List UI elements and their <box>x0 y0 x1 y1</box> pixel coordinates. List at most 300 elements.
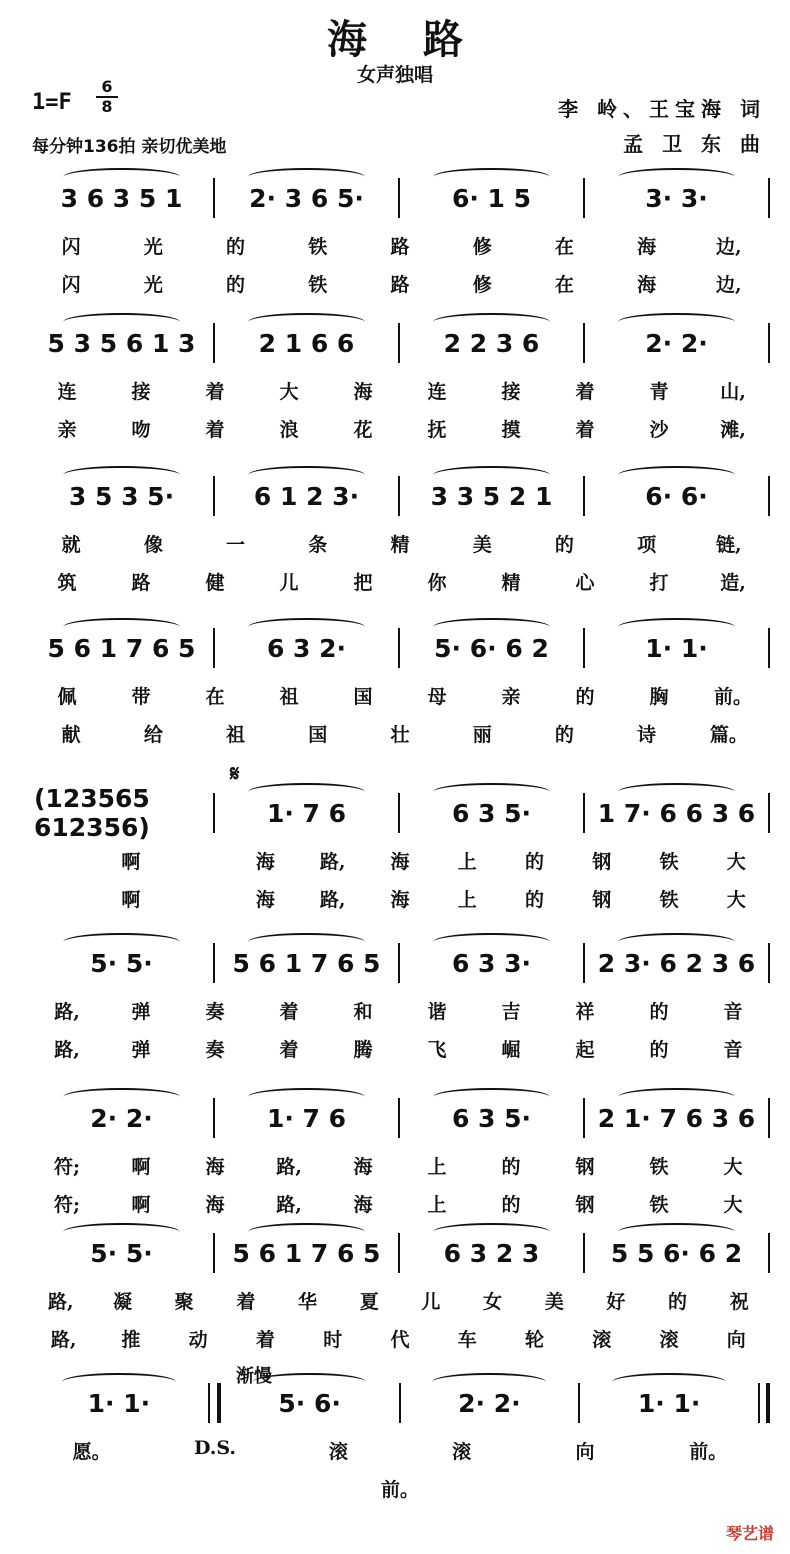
lyric-syllable: 祖 <box>279 686 299 708</box>
lyric-syllable: 的 <box>668 1291 688 1313</box>
slur-arc <box>618 933 735 951</box>
meter-denominator: 8 <box>96 96 118 116</box>
lyric-syllable: 国 <box>353 686 373 708</box>
lyric-syllable: 滩, <box>720 419 746 441</box>
lyric-syllable: 着 <box>279 1039 299 1061</box>
slur-arc <box>248 618 365 636</box>
lyric-syllable: 接 <box>501 381 521 403</box>
lyric-syllable: 的 <box>649 1039 669 1061</box>
lyric-syllable: 钢 <box>592 851 612 873</box>
credits <box>558 92 766 162</box>
lyric-syllable: 在 <box>554 236 574 258</box>
measure-notes: 6 3 2 3 <box>443 1238 540 1268</box>
lyric-syllable: 的 <box>501 1156 521 1178</box>
lyric-syllable: 把 <box>353 572 373 594</box>
lyric-syllable: 海 <box>390 889 410 911</box>
lyric-syllable: 的 <box>649 1001 669 1023</box>
measure-notes: 5 6 1 7 6 5 <box>47 633 196 663</box>
lyric-syllable: 推 <box>121 1329 141 1351</box>
lyrics-verse-1 <box>30 232 770 259</box>
lyric-syllable: 路 <box>390 274 410 296</box>
measure-notes: 2· 3 6 5· <box>249 183 364 213</box>
score-system <box>0 610 790 760</box>
lyric-syllable: 大 <box>723 1156 743 1178</box>
lyric-syllable: 国 <box>308 724 328 746</box>
slur-arc <box>433 1223 550 1241</box>
lyricist: 李 岭、王宝海 词 <box>558 97 766 121</box>
lyric-syllable: 诗 <box>637 724 657 746</box>
lyric-syllable: 海 <box>637 236 657 258</box>
lyric-syllable: 滚 <box>328 1441 348 1463</box>
bar-line <box>208 1383 221 1423</box>
measure <box>585 178 768 218</box>
lyric-syllable: 你 <box>427 572 447 594</box>
lyric-syllable: 铁 <box>659 889 679 911</box>
lyric-syllable: 飞 <box>427 1039 447 1061</box>
slur-arc <box>248 933 365 951</box>
measure <box>400 628 583 668</box>
notes-line <box>30 1098 770 1138</box>
lyrics-verse-2 <box>30 1035 770 1062</box>
lyric-syllable: 献 <box>61 724 81 746</box>
lyric-syllable: 海 <box>637 274 657 296</box>
lyric-syllable: 和 <box>353 1001 373 1023</box>
lyric-syllable: 上 <box>427 1194 447 1216</box>
measure <box>585 943 768 983</box>
measure <box>30 323 213 363</box>
measure <box>30 1098 213 1138</box>
slur-arc <box>248 168 365 186</box>
slur-arc <box>433 168 550 186</box>
lyric-syllable: 沙 <box>649 419 669 441</box>
measure <box>30 628 213 668</box>
lyric-syllable: 海 <box>205 1156 225 1178</box>
lyric-syllable: 钢 <box>592 889 612 911</box>
lyric-syllable: 大 <box>723 1194 743 1216</box>
notes-line <box>30 628 770 668</box>
lyrics-verse-2 <box>30 885 770 912</box>
slur-arc <box>62 1373 176 1391</box>
lyric-syllable: 车 <box>457 1329 477 1351</box>
lyric-syllable: 花 <box>353 419 373 441</box>
measure-notes: 1· 1· <box>637 1388 701 1418</box>
measure-notes: 2 1 6 6 <box>258 328 355 358</box>
lyric-syllable: 吻 <box>131 419 151 441</box>
lyric-syllable: 铁 <box>649 1194 669 1216</box>
bar-line <box>768 1233 770 1273</box>
lyric-syllable: 在 <box>205 686 225 708</box>
score-system <box>0 1080 790 1230</box>
lyric-syllable: 弹 <box>131 1001 151 1023</box>
lyric-syllable: 光 <box>143 274 163 296</box>
lyrics-verse-2 <box>30 720 770 747</box>
lyric-syllable: 浪 <box>279 419 299 441</box>
measure-notes: 1· 1· <box>645 633 708 663</box>
slur-arc <box>433 933 550 951</box>
bar-line <box>768 943 770 983</box>
measure-notes: 6 1 2 3· <box>253 481 360 511</box>
lyrics-verse-1 <box>30 997 770 1024</box>
measure <box>215 178 398 218</box>
measure <box>215 943 398 983</box>
lyric-syllable: 路, <box>48 1291 74 1313</box>
lyric-syllable: 修 <box>472 236 492 258</box>
lyric-syllable: 好 <box>606 1291 626 1313</box>
lyric-syllable: 着 <box>205 381 225 403</box>
lyric-syllable: 音 <box>723 1039 743 1061</box>
lyric-syllable: 山, <box>720 381 746 403</box>
lyrics-verse-1 <box>30 530 770 557</box>
lyric-syllable: 路, <box>319 851 346 873</box>
measure <box>585 1233 768 1273</box>
measure <box>400 943 583 983</box>
measure-notes: 2 1· 7 6 3 6 <box>597 1103 756 1133</box>
measure-notes: 6· 1 5 <box>451 183 532 213</box>
bar-line <box>768 178 770 218</box>
score-system <box>0 1365 790 1515</box>
lyrics-verse-2 <box>30 568 770 595</box>
lyric-syllable: 啊 <box>131 1156 151 1178</box>
lyric-syllable: 海 <box>353 381 373 403</box>
lyric-syllable: 一 <box>226 534 246 556</box>
slur-arc <box>618 313 735 331</box>
lyric-syllable: 腾 <box>353 1039 373 1061</box>
lyric-syllable: 打 <box>649 572 669 594</box>
lyric-syllable: 着 <box>279 1001 299 1023</box>
lyric-syllable: 精 <box>390 534 410 556</box>
slur-arc <box>248 783 365 801</box>
slur-arc <box>433 313 550 331</box>
measure-notes: 5· 5· <box>90 1238 153 1268</box>
slur-arc <box>618 1088 735 1106</box>
measure-notes: 5 6 1 7 6 5 <box>232 1238 381 1268</box>
song-title: 海路 <box>327 16 519 63</box>
lyric-syllable: 边, <box>716 274 742 296</box>
slur-arc <box>253 1373 367 1391</box>
measure <box>30 943 213 983</box>
notes-line <box>30 476 770 516</box>
lyrics-verse-1 <box>30 1152 770 1179</box>
lyric-syllable: 路, <box>276 1156 302 1178</box>
lyric-syllable: 闪 <box>61 274 81 296</box>
lyric-syllable: 海 <box>255 851 275 873</box>
lyric-syllable: 抚 <box>427 419 447 441</box>
lyric-syllable: 弹 <box>131 1039 151 1061</box>
measure-notes: 6 3 5· <box>451 798 532 828</box>
lyric-syllable: 滚 <box>659 1329 679 1351</box>
lyric-syllable: 前。 <box>713 686 752 708</box>
lyric-syllable: 胸 <box>649 686 669 708</box>
lyric-syllable: D.S. <box>193 1437 237 1459</box>
lyrics-verse-2 <box>30 1325 770 1352</box>
slur-arc <box>248 313 365 331</box>
lyric-syllable: 着 <box>236 1291 256 1313</box>
lyric-syllable: 着 <box>255 1329 275 1351</box>
score-system <box>0 160 790 310</box>
measure-notes: 5· 6· <box>278 1388 341 1418</box>
lyric-syllable: 时 <box>323 1329 343 1351</box>
score-system <box>0 1215 790 1365</box>
lyric-syllable: 起 <box>575 1039 595 1061</box>
lyric-syllable: 路 <box>390 236 410 258</box>
bar-line <box>768 628 770 668</box>
lyric-syllable: 闪 <box>61 236 81 258</box>
lyric-syllable: 链, <box>716 534 742 556</box>
measure <box>215 793 398 833</box>
measure <box>30 178 213 218</box>
lyric-syllable: 符; <box>53 1194 80 1216</box>
lyric-syllable: 前。 <box>380 1479 419 1501</box>
measure-notes: 6 3 5· <box>451 1103 532 1133</box>
slur-arc <box>248 1088 365 1106</box>
measure-notes: 2 3· 6 2 3 6 <box>597 948 756 978</box>
lyric-syllable: 大 <box>726 851 746 873</box>
measure <box>400 793 583 833</box>
lyric-syllable: 心 <box>575 572 595 594</box>
lyric-syllable: 像 <box>143 534 163 556</box>
lyrics-verse-2 <box>30 1190 770 1217</box>
lyric-syllable: 路, <box>50 1329 77 1351</box>
lyric-syllable: 啊 <box>121 851 141 873</box>
lyric-syllable: 啊 <box>121 889 141 911</box>
measure-notes: 6 3 2· <box>266 633 347 663</box>
lyric-syllable: 青 <box>649 381 669 403</box>
lyric-syllable: 前。 <box>689 1441 728 1463</box>
lyric-syllable: 滚 <box>592 1329 612 1351</box>
notes-line <box>30 1383 770 1423</box>
lyric-syllable <box>165 885 232 912</box>
lyric-syllable: 动 <box>188 1329 208 1351</box>
lyric-syllable: 连 <box>57 381 77 403</box>
lyric-syllable: 向 <box>575 1441 595 1463</box>
lyric-syllable: 健 <box>205 572 225 594</box>
lyric-syllable: 音 <box>723 1001 743 1023</box>
lyric-syllable: 凝 <box>113 1291 133 1313</box>
tempo-marking: 每分钟136拍 亲切优美地 <box>32 137 227 157</box>
lyric-syllable: 代 <box>390 1329 410 1351</box>
watermark-logo: 琴艺谱 <box>725 1524 774 1543</box>
lyrics-verse-1 <box>30 1287 770 1314</box>
lyric-syllable <box>165 847 232 874</box>
measure <box>30 1383 208 1423</box>
lyric-syllable: 铁 <box>308 274 328 296</box>
slur-arc <box>618 168 735 186</box>
score-system <box>0 775 790 925</box>
lyric-syllable: 摸 <box>501 419 521 441</box>
lyric-syllable: 就 <box>61 534 81 556</box>
lyric-syllable: 篇。 <box>709 724 748 746</box>
slur-arc <box>248 1223 365 1241</box>
lyric-syllable: 路 <box>131 572 151 594</box>
slur-arc <box>618 1223 735 1241</box>
score-system <box>0 925 790 1075</box>
lyric-syllable: 向 <box>726 1329 746 1351</box>
lyric-syllable: 路, <box>276 1194 302 1216</box>
notes-line <box>30 943 770 983</box>
lyric-syllable: 着 <box>575 381 595 403</box>
measure-notes: 1· 1· <box>87 1388 151 1418</box>
final-bar-line <box>758 1383 770 1423</box>
measure-notes: 5· 6· 6 2 <box>434 633 549 663</box>
lyric-syllable: 路, <box>54 1039 80 1061</box>
lyric-syllable: 上 <box>457 851 477 873</box>
measure-notes: 6· 6· <box>645 481 708 511</box>
lyric-syllable: 祝 <box>729 1291 749 1313</box>
measure-notes: 6 3 3· <box>451 948 532 978</box>
lyric-syllable: 的 <box>554 724 574 746</box>
lyric-syllable: 谐 <box>427 1001 447 1023</box>
measure <box>585 476 768 516</box>
lyric-syllable: 修 <box>472 274 492 296</box>
slur-arc <box>63 466 180 484</box>
lyric-syllable: 崛 <box>501 1039 521 1061</box>
lyric-syllable: 路, <box>319 889 346 911</box>
lyric-syllable: 的 <box>226 236 246 258</box>
measure-notes: 5· 5· <box>90 948 153 978</box>
slur-arc <box>248 466 365 484</box>
lyric-syllable: 铁 <box>308 236 328 258</box>
lyrics-verse-1 <box>30 847 770 874</box>
measure <box>401 1383 579 1423</box>
slur-arc <box>618 466 735 484</box>
lyric-syllable: 海 <box>205 1194 225 1216</box>
lyric-syllable: 夏 <box>359 1291 379 1313</box>
measure <box>580 1383 758 1423</box>
measure-notes: 3 3 5 2 1 <box>430 481 553 511</box>
measure-notes: 2· 2· <box>90 1103 153 1133</box>
lyric-syllable: 上 <box>457 889 477 911</box>
lyric-syllable: 钢 <box>575 1194 595 1216</box>
measure <box>221 1383 399 1423</box>
score-system <box>0 305 790 455</box>
bar-line <box>768 1098 770 1138</box>
slur-arc <box>63 933 180 951</box>
measure <box>30 784 213 842</box>
measure <box>400 1233 583 1273</box>
measure <box>30 1233 213 1273</box>
lyric-syllable: 儿 <box>279 572 299 594</box>
lyric-syllable: 带 <box>131 686 151 708</box>
slur-arc <box>433 618 550 636</box>
lyric-syllable: 滚 <box>452 1441 472 1463</box>
lyric-syllable <box>30 847 97 874</box>
lyric-syllable: 边, <box>716 236 742 258</box>
measure-notes: 3· 3· <box>645 183 708 213</box>
score-system <box>0 458 790 608</box>
measure-notes: 5 5 6· 6 2 <box>610 1238 743 1268</box>
lyric-syllable: 路, <box>54 1001 80 1023</box>
slur-arc <box>63 313 180 331</box>
lyric-syllable: 美 <box>544 1291 564 1313</box>
lyric-syllable: 的 <box>226 274 246 296</box>
notes-line <box>30 323 770 363</box>
measure-notes: 2· 2· <box>458 1388 521 1418</box>
slur-arc <box>432 1373 546 1391</box>
lyric-syllable: 愿。 <box>72 1441 111 1463</box>
lyric-syllable: 女 <box>483 1291 503 1313</box>
lyric-syllable: 给 <box>143 724 163 746</box>
bar-line <box>768 323 770 363</box>
meter-numerator: 6 <box>101 77 113 96</box>
lyric-syllable: 铁 <box>649 1156 669 1178</box>
measure <box>215 1098 398 1138</box>
measure-notes: (123565 612356) <box>34 784 150 842</box>
lyric-syllable: 连 <box>427 381 447 403</box>
slur-arc <box>63 618 180 636</box>
lyric-syllable: 佩 <box>57 686 77 708</box>
lyric-syllable: 亲 <box>501 686 521 708</box>
measure-notes: 1· 7 6 <box>266 1103 347 1133</box>
measure <box>585 628 768 668</box>
slur-arc <box>63 1088 180 1106</box>
slur-arc <box>618 618 735 636</box>
slur-arc <box>433 1088 550 1106</box>
measure-notes: 1· 7 6 <box>266 798 347 828</box>
song-subtitle: 女声独唱 <box>356 64 433 86</box>
lyric-syllable: 符; <box>53 1156 80 1178</box>
lyrics-verse-1 <box>30 1437 770 1464</box>
bar-line <box>768 476 770 516</box>
slur-arc <box>433 466 550 484</box>
measure <box>215 476 398 516</box>
measure <box>400 323 583 363</box>
lyric-syllable: 着 <box>205 419 225 441</box>
measure-notes: 3 5 3 5· <box>68 481 175 511</box>
bar-line <box>768 793 770 833</box>
measure <box>215 1233 398 1273</box>
slur-arc <box>618 783 735 801</box>
notes-line <box>30 1233 770 1273</box>
lyric-syllable: 吉 <box>501 1001 521 1023</box>
measure <box>215 628 398 668</box>
lyric-syllable: 祖 <box>226 724 246 746</box>
lyric-syllable: 轮 <box>524 1329 544 1351</box>
measure <box>585 793 768 833</box>
lyric-syllable: 项 <box>637 534 657 556</box>
measure <box>215 323 398 363</box>
lyric-syllable: 海 <box>390 851 410 873</box>
measure <box>400 178 583 218</box>
lyric-syllable: 海 <box>353 1156 373 1178</box>
lyric-syllable: 的 <box>554 534 574 556</box>
lyric-syllable: 壮 <box>390 724 410 746</box>
lyric-syllable: 儿 <box>421 1291 441 1313</box>
lyric-syllable: 接 <box>131 381 151 403</box>
lyrics-verse-2 <box>30 415 770 442</box>
slur-arc <box>433 783 550 801</box>
slur-arc <box>63 1223 180 1241</box>
lyrics-verse-2 <box>30 1475 770 1502</box>
key-signature: 1=F <box>32 90 72 115</box>
lyric-syllable: 奏 <box>205 1001 225 1023</box>
lyric-syllable: 上 <box>427 1156 447 1178</box>
measure-notes: 2· 2· <box>645 328 708 358</box>
measure-notes: 3 6 3 5 1 <box>60 183 183 213</box>
lyric-syllable: 华 <box>298 1291 318 1313</box>
lyrics-verse-2 <box>30 270 770 297</box>
lyric-syllable: 的 <box>575 686 595 708</box>
lyric-syllable: 啊 <box>131 1194 151 1216</box>
lyric-syllable: 条 <box>308 534 328 556</box>
lyric-syllable: 祥 <box>575 1001 595 1023</box>
lyric-syllable: 钢 <box>575 1156 595 1178</box>
slur-arc <box>63 168 180 186</box>
lyric-syllable: 光 <box>143 236 163 258</box>
lyric-syllable: 的 <box>501 1194 521 1216</box>
time-signature <box>96 78 118 116</box>
lyric-syllable: 亲 <box>57 419 77 441</box>
composer: 孟 卫 东 曲 <box>623 132 766 156</box>
